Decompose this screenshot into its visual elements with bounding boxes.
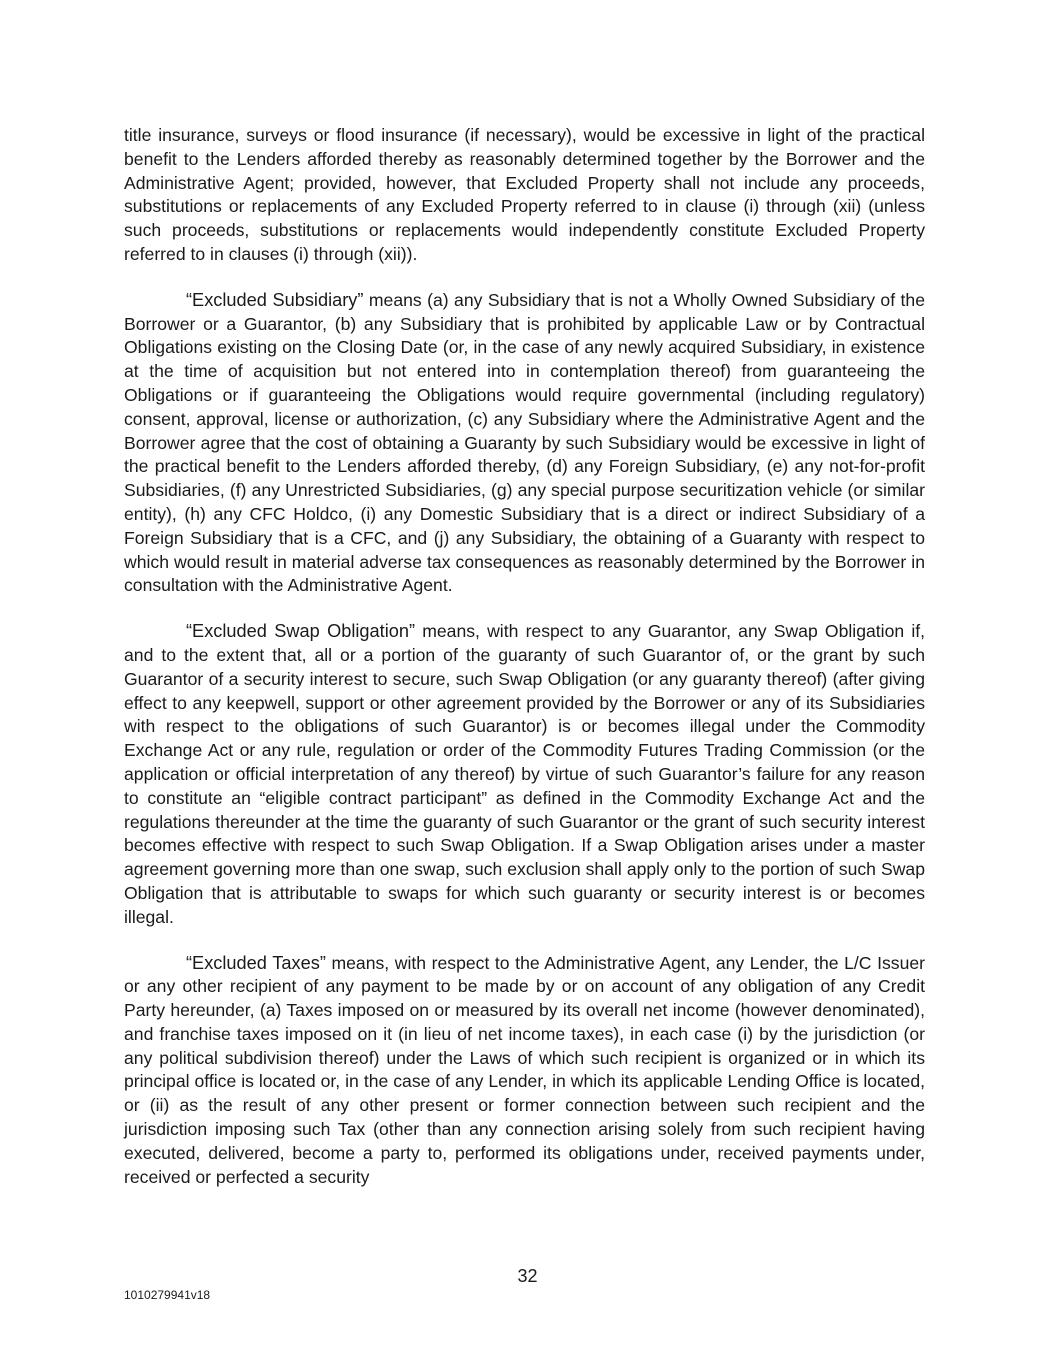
- definition-body: means, with respect to the Administrative Agent, any Lender, the L/C Issuer or any other recipient of any payment to be made by or on account of any obligation of any Credit Party hereunder, (a) Taxes imposed on or measured by its overall net income (however denominated), and franchise taxes imposed on it (in lieu of net income taxes), in each case (i) by the jurisdiction (or any political subdivision thereof) under the Laws of which such recipient is organized or in which its principal office is located or, in the case of any Lender, in which its applicable Lending Office is located, or (ii) as the result of any other present or former connection between such recipient and the jurisdiction imposing such Tax (other than any connection arising solely from such recipient having executed, delivered, become a party to, performed its obligations under, received payments under, received or perfected a security: [124, 952, 925, 1187]
- document-body: [124, 124, 925, 1211]
- paragraph-continuation: [124, 124, 925, 267]
- document-id: 1010279941v18: [124, 1288, 211, 1302]
- page-number: 32: [517, 1266, 538, 1286]
- definition-excluded-taxes: [124, 952, 925, 1190]
- defined-term: “Excluded Taxes”: [186, 952, 326, 973]
- definition-body: means (a) any Subsidiary that is not a Wholly Owned Subsidiary of the Borrower or a Guarantor, (b) any Subsidiary that is prohibited by applicable Law or by Contractual Obligations existing on the Closing Date (or, in the case of any newly acquired Subsidiary, in existence at the time of acquisition but not entered into in contemplation thereof) from guaranteeing the Obligations or if guaranteeing the Obligations would require governmental (including regulatory) consent, approval, license or authorization, (c) any Subsidiary where the Administrative Agent and the Borrower agree that the cost of obtaining a Guaranty by such Subsidiary would be excessive in light of the practical benefit to the Lenders afforded thereby, (d) any Foreign Subsidiary, (e) any not-for-profit Subsidiaries, (f) any Unrestricted Subsidiaries, (g) any special purpose securitization vehicle (or similar entity), (h) any CFC Holdco, (i) any Domestic Subsidiary that is a direct or indirect Subsidiary of a Foreign Subsidiary that is a CFC, and (j) any Subsidiary, the obtaining of a Guaranty with respect to which would result in material adverse tax consequences as reasonably determined by the Borrower in consultation with the Administrative Agent.: [124, 289, 925, 596]
- definition-body: means, with respect to any Guarantor, any Swap Obligation if, and to the extent that, all or a portion of the guaranty of such Guarantor of, or the grant by such Guarantor of a security interest to secure, such Swap Obligation (or any guaranty thereof) (after giving effect to any keepwell, support or other agreement provided by the Borrower or any of its Subsidiaries with respect to the obligations of such Guarantor) is or becomes illegal under the Commodity Exchange Act or any rule, regulation or order of the Commodity Futures Trading Commission (or the application or official interpretation of any thereof) by virtue of such Guarantor’s failure for any reason to constitute an “eligible contract participant” as defined in the Commodity Exchange Act and the regulations thereunder at the time the guaranty of such Guarantor or the grant of such security interest becomes effective with respect to such Swap Obligation. If a Swap Obligation arises under a master agreement governing more than one swap, such exclusion shall apply only to the portion of such Swap Obligation that is attributable to swaps for which such guaranty or security interest is or becomes illegal.: [124, 621, 926, 927]
- paragraph-body: title insurance, surveys or flood insurance (if necessary), would be excessive in light of the practical benefit to the Lenders afforded thereby as reasonably determined together by the Borrower and the Administrative Agent; provided, however, that Excluded Property shall not include any proceeds, substitutions or replacements of any Excluded Property referred to in clause (i) through (xii) (unless such proceeds, substitutions or replacements would independently constitute Excluded Property referred to in clauses (i) through (xii)).: [124, 125, 925, 264]
- defined-term: “Excluded Swap Obligation”: [186, 621, 416, 642]
- defined-term: “Excluded Subsidiary”: [186, 289, 364, 310]
- definition-excluded-subsidiary: [124, 289, 925, 598]
- definition-excluded-swap-obligation: [124, 620, 925, 929]
